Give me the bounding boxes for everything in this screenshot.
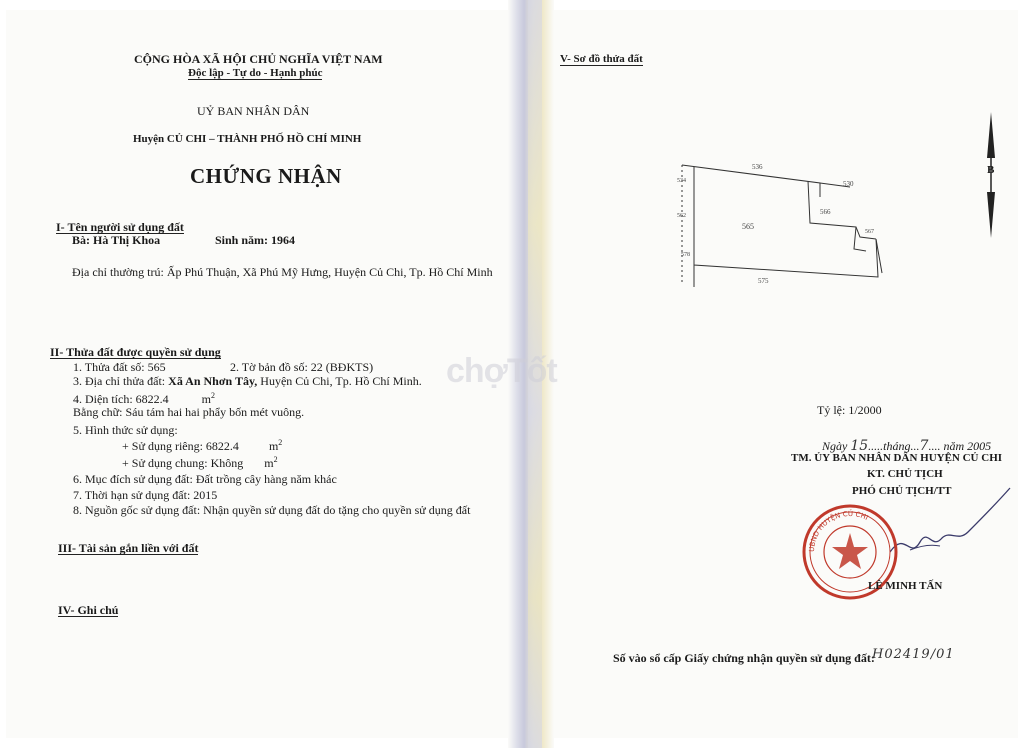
signature: [880, 480, 1015, 580]
signer-role: PHÓ CHỦ TỊCH/TT: [852, 485, 952, 497]
shared-use: + Sử dụng chung: Không $m^2$: [122, 455, 278, 470]
land-term: 7. Thời hạn sử dụng đất: 2015: [73, 488, 218, 502]
watermark: chợTốt: [446, 352, 557, 390]
owner-birth: Sinh năm: 1964: [215, 233, 296, 247]
label-536: 536: [752, 163, 763, 171]
svg-text:UBND HUYỆN CỦ CHI: UBND HUYỆN CỦ CHI: [807, 509, 870, 553]
private-use: + Sử dụng riêng: 6822.4 $m^2$: [122, 438, 283, 453]
signer-name: LÊ MINH TẤN: [868, 580, 943, 592]
motto: Độc lập - Tự do - Hạnh phúc: [188, 67, 323, 79]
north-label: B: [987, 164, 995, 176]
section4-heading: IV- Ghi chú: [58, 603, 119, 617]
registry-number: H02419/01: [872, 647, 955, 662]
land-origin: 8. Nguồn gốc sử dụng đất: Nhận quyền sử dụng đất do tặng cho quyền sử dụng đất: [73, 503, 471, 517]
label-567: 567: [865, 229, 874, 235]
republic-heading: CỘNG HÒA XÃ HỘI CHỦ NGHĨA VIỆT NAM: [134, 52, 383, 66]
label-566: 566: [820, 208, 831, 216]
area-words: Bằng chữ: Sáu tám hai hai phẩy bốn mét vuông.: [73, 405, 305, 419]
section2-heading: II- Thửa đất được quyền sử dụng: [50, 345, 221, 359]
signer-org: TM. ỦY BAN NHÂN DÂN HUYỆN CỦ CHI: [791, 452, 1003, 464]
owner-address: Địa chỉ thường trú: Ấp Phú Thuận, Xã Phú Mỹ Hưng, Huyện Củ Chi, Tp. Hồ Chí Minh: [72, 265, 493, 279]
registry-label: Số vào sổ cấp Giấy chứng nhận quyền sử dụng đất:: [613, 651, 875, 665]
map-sheet: 2. Tờ bản đồ số: 22 (BĐKTS): [230, 360, 374, 374]
land-purpose: 6. Mục đích sử dụng đất: Đất trồng cây hàng năm khác: [73, 472, 337, 486]
signer-title: KT. CHỦ TỊCH: [867, 468, 943, 480]
issue-date: Ngày 15.....tháng...7.... năm 2005: [822, 438, 992, 454]
parcel-address: 3. Địa chỉ thửa đất: Xã An Nhơn Tây, Huyện Củ Chi, Tp. Hồ Chí Minh.: [73, 374, 422, 388]
label-562: 562: [677, 213, 686, 219]
label-530: 530: [843, 180, 854, 188]
label-565: 565: [742, 222, 754, 231]
doc-title: CHỨNG NHẬN: [190, 164, 342, 188]
map-heading: V- Sơ đồ thửa đất: [560, 53, 643, 65]
committee: UỶ BAN NHÂN DÂN: [197, 104, 310, 118]
district-heading: Huyện CỦ CHI – THÀNH PHỐ HỒ CHÍ MINH: [133, 133, 362, 145]
map-scale: Tỷ lệ: 1/2000: [817, 403, 882, 417]
label-575: 575: [758, 277, 769, 285]
section3-heading: III- Tài sản gắn liền với đất: [58, 541, 199, 555]
usage-form: 5. Hình thức sử dụng:: [73, 423, 178, 437]
owner-name: Bà: Hà Thị Khoa: [72, 233, 161, 247]
label-578: 578: [681, 252, 690, 258]
label-534: 534: [677, 178, 686, 184]
parcel-sketch: [670, 155, 890, 300]
section1-heading: I- Tên người sử dụng đất: [56, 220, 184, 234]
parcel-number: 1. Thửa đất số: 565: [73, 360, 166, 374]
parcel-area: 4. Diện tích: 6822.4 $m^2$: [73, 391, 215, 406]
